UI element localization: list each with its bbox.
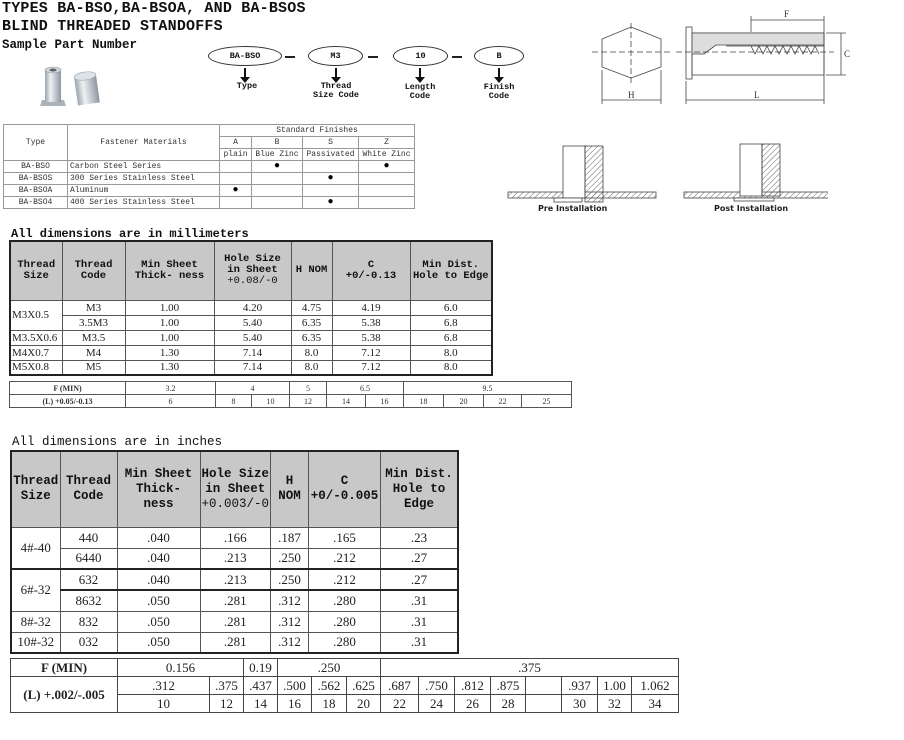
dist-cell: .31	[381, 590, 458, 611]
thread-size-cell: M4X0.7	[10, 345, 62, 360]
thread-code-cell: M3.5	[62, 330, 125, 345]
standoff-photo	[36, 62, 116, 112]
l-code-value	[526, 695, 562, 713]
pn-length-oval: 10	[393, 46, 448, 66]
l-inch-value: 1.062	[632, 677, 679, 695]
header-thread-code: Thread Code	[60, 451, 117, 527]
c-cell: 7.12	[332, 345, 410, 360]
type-cell: BA-BSOS	[4, 173, 68, 185]
table-row	[11, 590, 458, 611]
finish-name: Passivated	[303, 149, 359, 161]
pn-length-label: Length Code	[404, 82, 436, 101]
header-h-nom: H NOM	[271, 451, 309, 527]
f-value: 0.156	[118, 659, 244, 677]
sheet-cell: .040	[117, 527, 200, 548]
pn-type-oval: BA-BSO	[208, 46, 282, 66]
l-code-value: 30	[562, 695, 598, 713]
f-value: 5	[290, 382, 327, 395]
pre-installation-label: Pre Installation	[538, 204, 608, 213]
thread-size-cell: 8#-32	[11, 611, 60, 632]
metric-length-table	[9, 381, 572, 408]
arrow-down-icon	[498, 68, 500, 77]
title-line-2: BLIND THREADED STANDOFFS	[2, 18, 223, 35]
pn-type-label: Type	[236, 81, 258, 91]
title-line-1: TYPES BA-BSO,BA-BSOA, AND BA-BSOS	[2, 0, 306, 17]
l-inch-value: .812	[455, 677, 491, 695]
thread-code-cell: M4	[62, 345, 125, 360]
material-cell: 300 Series Stainless Steel	[68, 173, 220, 185]
l-value: 14	[327, 395, 366, 408]
sheet-cell: .050	[117, 632, 200, 653]
length-label: (L) +0.05/-0.13	[10, 395, 126, 408]
hole-cell: 5.40	[214, 315, 291, 330]
thread-code-cell: 632	[60, 569, 117, 590]
finish-mark	[220, 173, 252, 185]
dimension-drawing	[576, 6, 866, 106]
l-value: 16	[366, 395, 404, 408]
h-cell: .187	[271, 527, 309, 548]
type-cell: BA-BSO	[4, 161, 68, 173]
pn-separator	[368, 56, 378, 58]
l-code-value: 32	[598, 695, 632, 713]
f-value: .375	[381, 659, 679, 677]
l-inch-value: .687	[381, 677, 419, 695]
header-min-sheet: Min Sheet Thick- ness	[117, 451, 200, 527]
arrow-down-icon	[419, 68, 421, 77]
header-min-sheet: Min Sheet Thick- ness	[125, 241, 214, 300]
table-row	[4, 161, 415, 173]
l-code-value: 24	[419, 695, 455, 713]
pn-thread-oval: M3	[308, 46, 363, 66]
thread-code-cell: 8632	[60, 590, 117, 611]
finish-mark: ●	[303, 197, 359, 209]
dist-cell: .31	[381, 632, 458, 653]
finish-mark	[252, 197, 303, 209]
length-label: (L) +.002/-.005	[11, 677, 118, 713]
l-inch-value: .500	[278, 677, 312, 695]
material-cell: Aluminum	[68, 185, 220, 197]
inch-length-table	[10, 658, 679, 713]
hole-cell: 7.14	[214, 360, 291, 375]
dist-cell: 8.0	[410, 360, 492, 375]
finish-name: Blue Zinc	[252, 149, 303, 161]
l-value: 8	[216, 395, 252, 408]
pn-separator	[285, 56, 295, 58]
thread-size-cell: 4#-40	[11, 527, 60, 569]
h-cell: .312	[271, 632, 309, 653]
table-row	[11, 611, 458, 632]
hole-cell: .281	[200, 611, 271, 632]
l-value: 22	[484, 395, 522, 408]
type-cell: BA-BSOA	[4, 185, 68, 197]
arrow-down-icon	[244, 68, 246, 77]
table-row	[10, 315, 492, 330]
finish-mark	[359, 185, 415, 197]
thread-code-cell: 032	[60, 632, 117, 653]
l-inch-value: .937	[562, 677, 598, 695]
h-cell: 4.75	[291, 300, 332, 315]
finish-mark: ●	[252, 161, 303, 173]
hole-cell: .213	[200, 548, 271, 569]
header-min-dist: Min Dist. Hole to Edge	[410, 241, 492, 300]
finish-mark	[252, 185, 303, 197]
col-type-header: Type	[4, 125, 68, 161]
l-code-value: 26	[455, 695, 491, 713]
l-code-value: 18	[312, 695, 347, 713]
l-value: 10	[252, 395, 290, 408]
sheet-cell: 1.30	[125, 345, 214, 360]
table-row	[10, 360, 492, 375]
header-hole-size: Hole Size in Sheet +0.08/-0	[214, 241, 291, 300]
sheet-cell: .040	[117, 548, 200, 569]
finish-mark	[303, 185, 359, 197]
inch-caption: All dimensions are in inches	[12, 435, 223, 449]
col-materials-header: Fastener Materials	[68, 125, 220, 161]
l-code-value: 14	[244, 695, 278, 713]
c-cell: 5.38	[332, 330, 410, 345]
arrow-down-icon	[335, 68, 337, 77]
l-value: 20	[444, 395, 484, 408]
l-code-value: 16	[278, 695, 312, 713]
finish-code: S	[303, 137, 359, 149]
thread-size-cell: M5X0.8	[10, 360, 62, 375]
table-row	[4, 197, 415, 209]
header-hole-size: Hole Size in Sheet +0.003/-0	[200, 451, 271, 527]
h-cell: .312	[271, 611, 309, 632]
h-cell: 8.0	[291, 360, 332, 375]
thread-code-cell: M5	[62, 360, 125, 375]
finish-name: plain	[220, 149, 252, 161]
dist-cell: .27	[381, 569, 458, 590]
f-value: .250	[278, 659, 381, 677]
finish-mark: ●	[220, 185, 252, 197]
finish-mark	[252, 173, 303, 185]
finish-name: White Zinc	[359, 149, 415, 161]
l-code-value: 10	[118, 695, 210, 713]
finish-mark: ●	[303, 173, 359, 185]
thread-code-cell: M3	[62, 300, 125, 315]
sheet-cell: .050	[117, 590, 200, 611]
thread-code-cell: 440	[60, 527, 117, 548]
l-code-value: 22	[381, 695, 419, 713]
l-inch-value: .437	[244, 677, 278, 695]
l-inch-value: .875	[491, 677, 526, 695]
l-inch-value: .625	[347, 677, 381, 695]
sheet-cell: 1.00	[125, 315, 214, 330]
dist-cell: 6.8	[410, 315, 492, 330]
l-code-value: 20	[347, 695, 381, 713]
table-row	[11, 527, 458, 548]
c-cell: .280	[309, 590, 381, 611]
side-section-view	[676, 16, 846, 104]
l-value: 18	[404, 395, 444, 408]
table-row	[11, 569, 458, 590]
thread-code-cell: 832	[60, 611, 117, 632]
type-cell: BA-BSO4	[4, 197, 68, 209]
f-min-label: F (MIN)	[10, 382, 126, 395]
table-row	[11, 632, 458, 653]
l-inch-value: .562	[312, 677, 347, 695]
hole-cell: .166	[200, 527, 271, 548]
hole-cell: .281	[200, 590, 271, 611]
c-cell: 5.38	[332, 315, 410, 330]
table-row	[11, 548, 458, 569]
inch-dimensions-table	[10, 450, 459, 654]
c-cell: .280	[309, 611, 381, 632]
dist-cell: 8.0	[410, 345, 492, 360]
h-cell: .250	[271, 569, 309, 590]
finish-code: Z	[359, 137, 415, 149]
dist-cell: 6.0	[410, 300, 492, 315]
header-thread-code: Thread Code	[62, 241, 125, 300]
standard-finishes-header: Standard Finishes	[220, 125, 415, 137]
header-thread-size: Thread Size	[10, 241, 62, 300]
dist-cell: .23	[381, 527, 458, 548]
l-inch-value: .375	[210, 677, 244, 695]
finish-mark: ●	[359, 161, 415, 173]
pn-thread-label: Thread Size Code	[313, 81, 359, 100]
dist-cell: .27	[381, 548, 458, 569]
finish-code: A	[220, 137, 252, 149]
f-value: 9.5	[404, 382, 572, 395]
metric-dimensions-table	[9, 240, 493, 376]
l-code-value: 12	[210, 695, 244, 713]
h-cell: 8.0	[291, 345, 332, 360]
header-h-nom: H NOM	[291, 241, 332, 300]
c-cell: 7.12	[332, 360, 410, 375]
finish-mark	[303, 161, 359, 173]
table-row	[10, 345, 492, 360]
pn-finish-label: Finish Code	[483, 82, 515, 101]
pn-finish-oval: B	[474, 46, 524, 66]
c-cell: .212	[309, 569, 381, 590]
finishes-table	[3, 124, 415, 209]
thread-size-cell: 6#-32	[11, 569, 60, 611]
dim-l-label: L	[754, 90, 760, 100]
table-row	[4, 185, 415, 197]
hole-cell: .213	[200, 569, 271, 590]
pre-installation-drawing	[508, 146, 656, 202]
table-row	[10, 330, 492, 345]
material-cell: Carbon Steel Series	[68, 161, 220, 173]
h-cell: .250	[271, 548, 309, 569]
post-installation-label: Post Installation	[714, 204, 789, 213]
l-inch-value: .750	[419, 677, 455, 695]
hole-cell: 5.40	[214, 330, 291, 345]
sheet-cell: 1.00	[125, 330, 214, 345]
finish-mark	[220, 197, 252, 209]
header-thread-size: Thread Size	[11, 451, 60, 527]
f-value: 6.5	[327, 382, 404, 395]
dim-h-label: H	[628, 90, 635, 100]
h-cell: 6.35	[291, 315, 332, 330]
hole-cell: 7.14	[214, 345, 291, 360]
l-inch-value: .312	[118, 677, 210, 695]
h-cell: 6.35	[291, 330, 332, 345]
dim-f-label: F	[784, 9, 790, 19]
finish-code: B	[252, 137, 303, 149]
sample-part-number-label: Sample Part Number	[2, 38, 138, 52]
sheet-cell: 1.00	[125, 300, 214, 315]
l-value: 25	[522, 395, 572, 408]
c-cell: .212	[309, 548, 381, 569]
f-min-label: F (MIN)	[11, 659, 118, 677]
table-row	[4, 173, 415, 185]
finish-mark	[359, 173, 415, 185]
thread-size-cell: 10#-32	[11, 632, 60, 653]
h-cell: .312	[271, 590, 309, 611]
c-cell: .280	[309, 632, 381, 653]
thread-code-cell: 6440	[60, 548, 117, 569]
post-installation-drawing	[684, 144, 828, 201]
dim-c-label: C	[844, 49, 851, 59]
l-code-value: 28	[491, 695, 526, 713]
page-title	[2, 0, 306, 36]
l-value: 6	[126, 395, 216, 408]
l-value: 12	[290, 395, 327, 408]
header-min-dist: Min Dist. Hole to Edge	[381, 451, 458, 527]
finish-mark	[220, 161, 252, 173]
dist-cell: 6.8	[410, 330, 492, 345]
header-c: C +0/-0.005	[309, 451, 381, 527]
dist-cell: .31	[381, 611, 458, 632]
sheet-cell: .040	[117, 569, 200, 590]
f-value: 0.19	[244, 659, 278, 677]
finish-mark	[359, 197, 415, 209]
table-row	[10, 300, 492, 315]
c-cell: 4.19	[332, 300, 410, 315]
sheet-cell: .050	[117, 611, 200, 632]
hole-cell: 4.20	[214, 300, 291, 315]
l-code-value: 34	[632, 695, 679, 713]
f-value: 3.2	[126, 382, 216, 395]
pn-separator	[452, 56, 462, 58]
f-value: 4	[216, 382, 290, 395]
c-cell: .165	[309, 527, 381, 548]
material-cell: 400 Series Stainless Steel	[68, 197, 220, 209]
thread-size-cell: M3.5X0.6	[10, 330, 62, 345]
header-c: C +0/-0.13	[332, 241, 410, 300]
l-inch-value: 1.00	[598, 677, 632, 695]
thread-code-cell: 3.5M3	[62, 315, 125, 330]
sheet-cell: 1.30	[125, 360, 214, 375]
hole-cell: .281	[200, 632, 271, 653]
metric-caption: All dimensions are in millimeters	[11, 227, 249, 241]
thread-size-cell: M3X0.5	[10, 300, 62, 330]
l-inch-value	[526, 677, 562, 695]
